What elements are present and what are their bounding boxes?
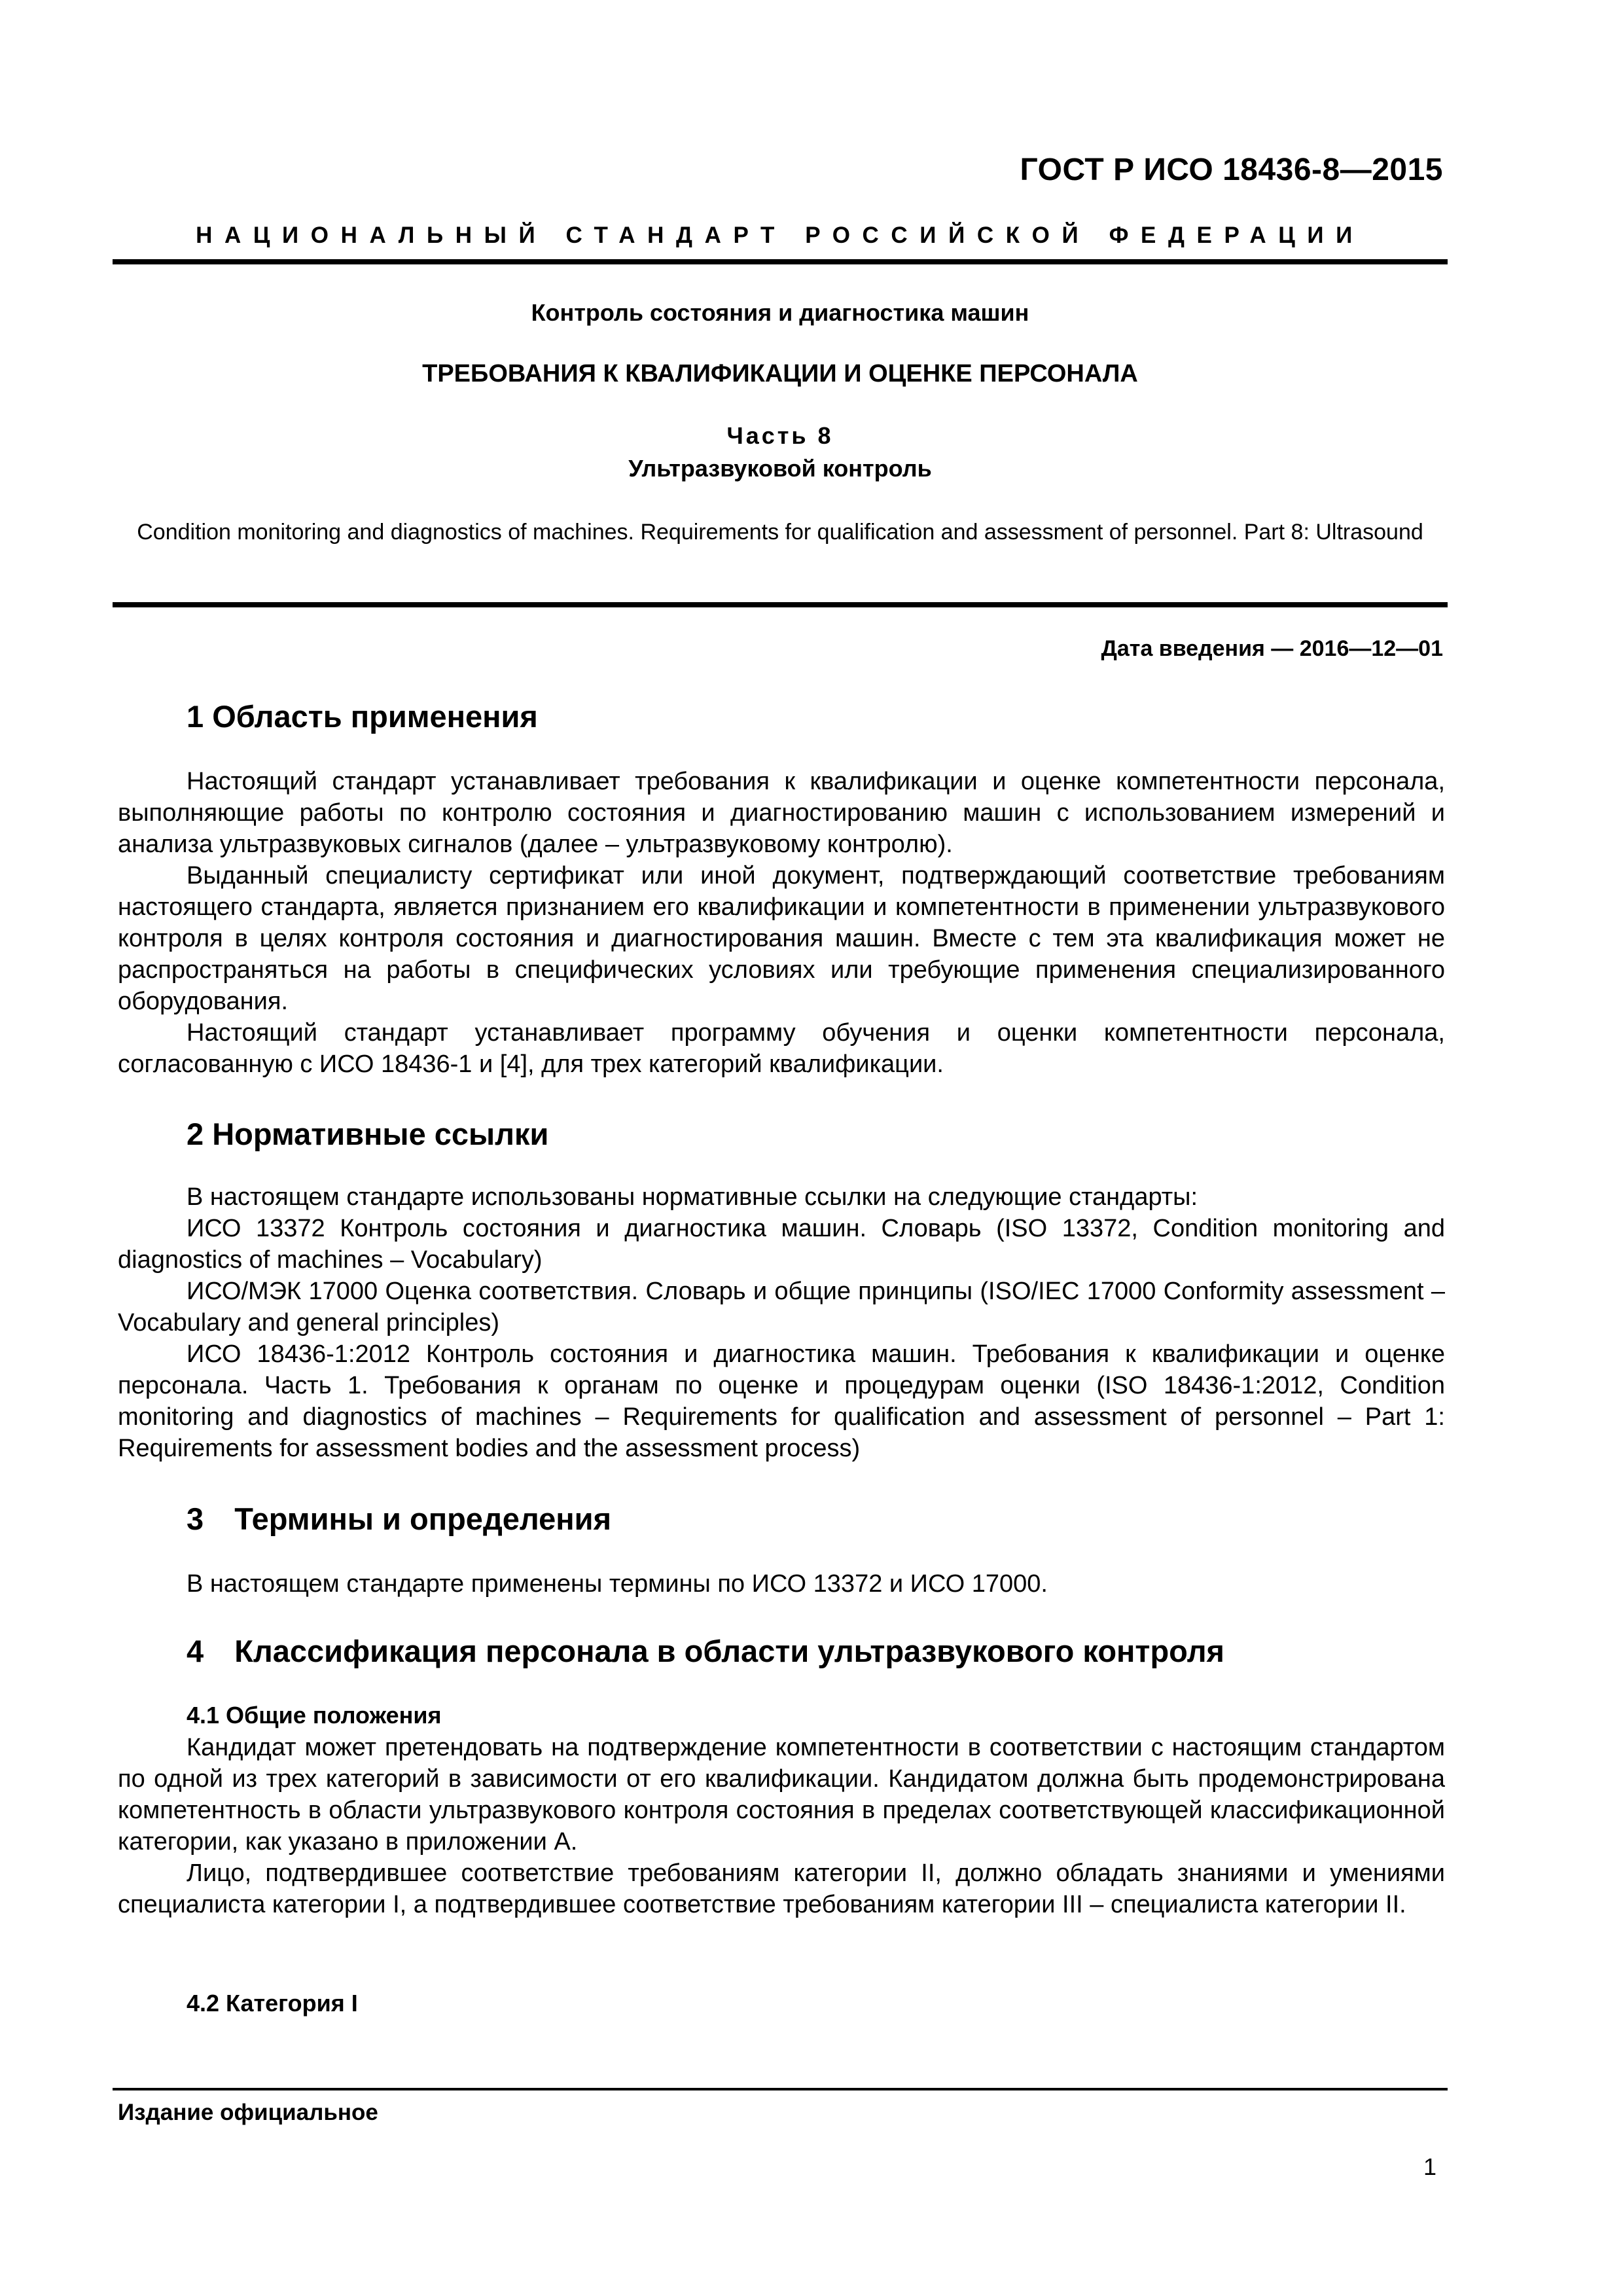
- section-number: 4: [187, 1634, 204, 1668]
- title-main: ТРЕБОВАНИЯ К КВАЛИФИКАЦИИ И ОЦЕНКЕ ПЕРСОНАЛА: [422, 360, 1138, 387]
- section-number: 3: [187, 1501, 204, 1536]
- title-rule: [113, 602, 1448, 607]
- official-edition-label: Издание официальное: [118, 2100, 378, 2125]
- section-number: 2: [187, 1117, 204, 1151]
- section-2-body: [118, 1181, 1445, 1464]
- subsection-4-1-heading: 4.1 Общие положения: [187, 1702, 442, 1729]
- national-standard-banner: НАЦИОНАЛЬНЫЙ СТАНДАРТ РОССИЙСКОЙ ФЕДЕРАЦИИ: [196, 223, 1364, 248]
- section-3-heading: [187, 1501, 611, 1537]
- paragraph: В настоящем стандарте применены термины по ИСО 13372 и ИСО 17000.: [187, 1570, 1048, 1598]
- section-title: Нормативные ссылки: [212, 1117, 549, 1151]
- title-part: Часть 8: [726, 422, 834, 449]
- paragraph: В настоящем стандарте использованы нормативные ссылки на следующие стандарты:: [187, 1183, 1198, 1211]
- subsection-4-1-body: [118, 1732, 1445, 1920]
- paragraph: ИСО 13372 Контроль состояния и диагностика машин. Словарь (ISO 13372, Condition monitoring and diagnostics of machines – Vocabulary): [118, 1215, 1445, 1274]
- section-2-heading: [187, 1116, 548, 1152]
- document-code: ГОСТ Р ИСО 18436-8—2015: [1020, 152, 1443, 187]
- section-title: Термины и определения: [234, 1501, 611, 1536]
- title-english: Condition monitoring and diagnostics of machines. Requirements for qualification and assessment of personnel. Part 8: Ultrasound: [137, 520, 1423, 545]
- section-number: 1: [187, 699, 204, 734]
- footer-rule: [113, 2088, 1448, 2090]
- subsection-4-2-heading: 4.2 Категория I: [187, 1990, 358, 2017]
- paragraph: Кандидат может претендовать на подтверждение компетентности в соответствии с настоящим стандартом по одной из трех категорий в зависимости от его квалификации. Кандидатом должна быть продемонстрирована компетентность в области ультразвукового контроля состояния в пределах соответствующей классификационной категории, как указано в приложении А.: [118, 1734, 1445, 1856]
- paragraph: Выданный специалисту сертификат или иной документ, подтверждающий соответствие требованиям настоящего стандарта, является признанием его квалификации и компетентности в применении ультразвукового контроля в целях контроля состояния и диагностирования машин. Вместе с тем эта квалификация может не распространяться на работы в специфических условиях или требующие применения специализированного оборудования.: [118, 862, 1445, 1015]
- paragraph: ИСО 18436-1:2012 Контроль состояния и диагностика машин. Требования к квалификации и оценке персонала. Часть 1. Требования к органам по оценке и процедурам оценки (ISO 18436-1:2012, Condition monitoring and diagnostics of machines – Requirements for qualification and assessment of personnel – Part 1: Requirements for assessment bodies and the assessment process): [118, 1340, 1445, 1462]
- introduction-date: Дата введения — 2016—12—01: [1101, 636, 1443, 661]
- section-1-body: [118, 766, 1445, 1080]
- paragraph: Настоящий стандарт устанавливает требования к квалификации и оценке компетентности персонала, выполняющие работы по контролю состояния и диагностированию машин с использованием измерений и анализа ультразвуковых сигналов (далее – ультразвуковому контролю).: [118, 768, 1445, 858]
- section-1-heading: [187, 698, 538, 734]
- paragraph: ИСО/МЭК 17000 Оценка соответствия. Словарь и общие принципы (ISO/IEC 17000 Conformity assessment – Vocabulary and general principles): [118, 1278, 1445, 1336]
- section-title: Классификация персонала в области ультразвукового контроля: [234, 1634, 1224, 1668]
- section-4-heading: [187, 1633, 1224, 1669]
- title-subtitle: Контроль состояния и диагностика машин: [531, 299, 1029, 326]
- title-part-name: Ультразвуковой контроль: [628, 455, 932, 482]
- section-3-body: [118, 1568, 1445, 1600]
- page-number: 1: [1423, 2153, 1436, 2180]
- paragraph: Настоящий стандарт устанавливает программу обучения и оценки компетентности персонала, согласованную с ИСО 18436-1 и [4], для трех категорий квалификации.: [118, 1019, 1445, 1078]
- section-title: Область применения: [212, 699, 538, 734]
- paragraph: Лицо, подтвердившее соответствие требованиям категории II, должно обладать знаниями и умениями специалиста категории I, а подтвердившее соответствие требованиям категории III – специалиста категории II.: [118, 1859, 1445, 1918]
- header-rule: [113, 259, 1448, 264]
